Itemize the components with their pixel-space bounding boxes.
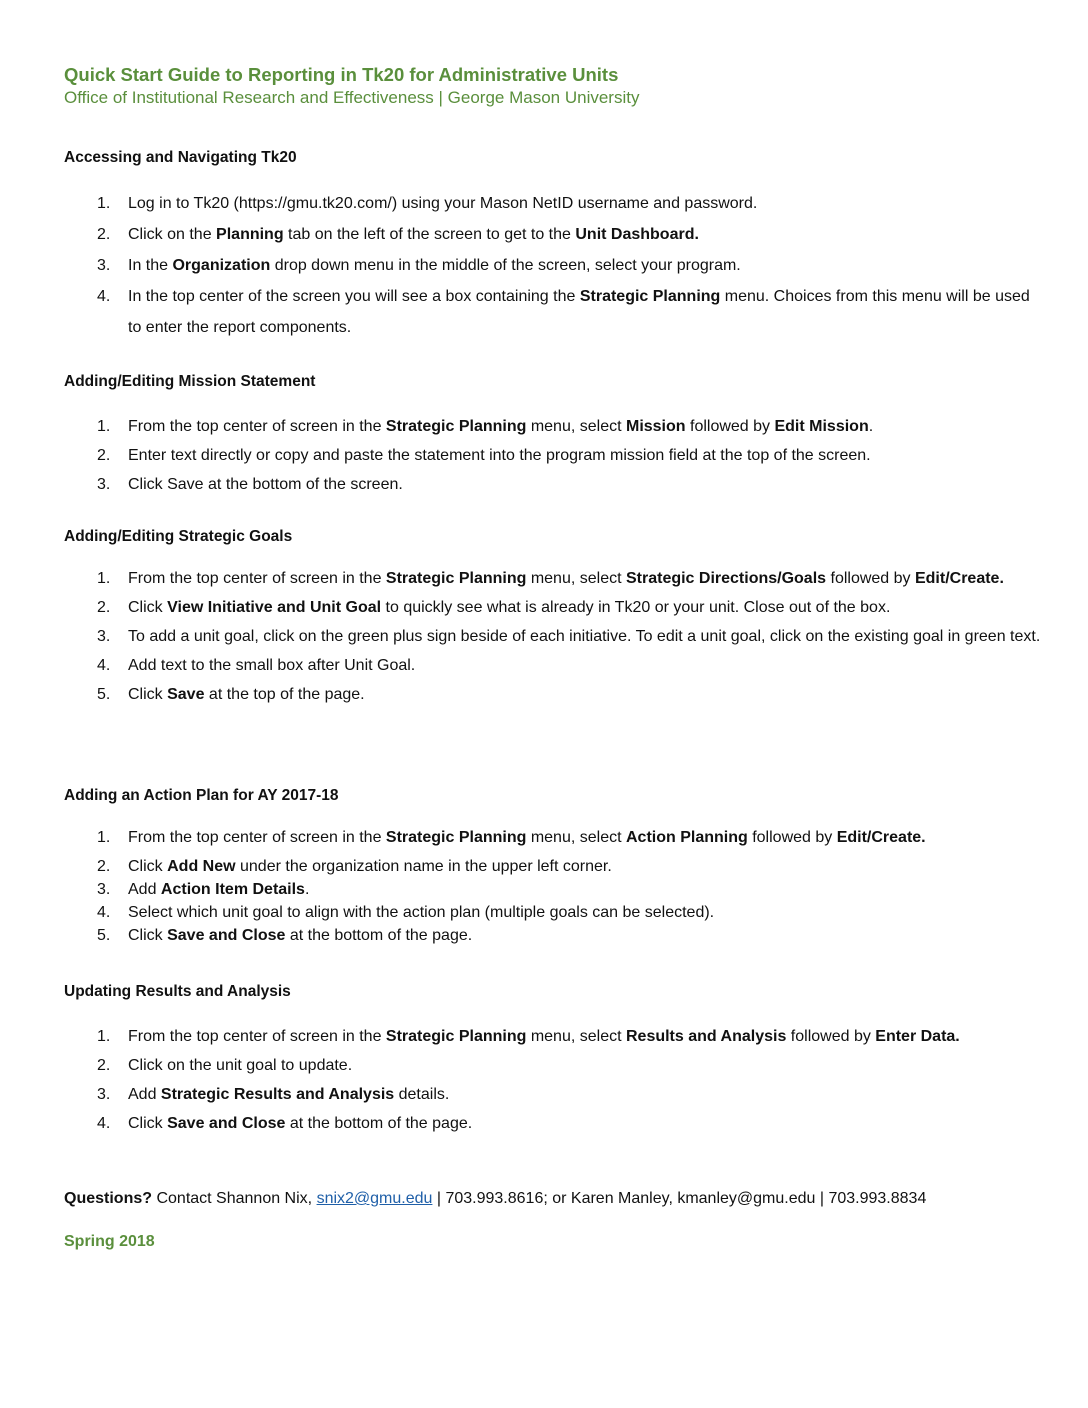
step-text-run: Click <box>128 927 168 944</box>
step-text-run: In the top center of the screen you will see a box containing the <box>128 288 580 305</box>
step-text <box>128 599 890 616</box>
step-text <box>128 257 741 274</box>
list-item <box>64 281 1044 343</box>
step-text-bold: Save <box>167 686 205 703</box>
step-text-run: at the bottom of the page. <box>285 927 473 944</box>
step-text-bold: Enter Data. <box>875 1028 960 1045</box>
list-item <box>64 250 1044 281</box>
step-text-run: Enter text directly or copy and paste the statement into the program mission field at the top of the screen. <box>128 447 871 464</box>
list-item <box>64 567 1044 590</box>
step-text <box>128 418 873 435</box>
step-text <box>128 927 472 944</box>
step-text-run: . <box>304 881 310 898</box>
list-item <box>64 188 1044 219</box>
step-number: 2. <box>97 1057 111 1074</box>
section-heading: Adding/Editing Mission Statement <box>64 373 316 390</box>
step-text-run: drop down menu in the middle of the screen, select your program. <box>270 257 741 274</box>
step-text <box>128 1057 352 1074</box>
list-item <box>64 878 1044 901</box>
step-list <box>64 412 1044 499</box>
step-text-bold: Add New <box>167 858 236 875</box>
step-text-bold: Action Planning <box>625 829 748 846</box>
step-number: 2. <box>97 226 111 243</box>
step-text-run: to quickly see what is already in Tk20 or your unit. Close out of the box. <box>381 599 891 616</box>
step-list <box>64 1022 1044 1138</box>
step-text <box>128 657 415 674</box>
step-text-bold: Strategic Planning <box>385 1028 527 1045</box>
step-text-run: Click <box>128 599 168 616</box>
step-text-run: followed by <box>685 418 775 435</box>
step-text-bold: Save and Close <box>167 1115 286 1132</box>
step-number: 5. <box>97 686 111 703</box>
step-text-run: From the top center of screen in the <box>128 829 386 846</box>
step-text-run: Select which unit goal to align with the action plan (multiple goals can be selected). <box>128 904 715 921</box>
step-text-run: menu, select <box>526 1028 626 1045</box>
contact-suffix: | 703.993.8616; or Karen Manley, kmanley@gmu.edu | 703.993.8834 <box>432 1190 927 1207</box>
step-text-bold: Results and Analysis <box>625 1028 787 1045</box>
step-text <box>128 858 612 875</box>
step-text-run: menu, select <box>526 829 626 846</box>
list-item <box>64 826 1044 849</box>
step-number: 3. <box>97 476 111 493</box>
step-text-run: Log in to Tk20 (https://gmu.tk20.com/) using your Mason NetID username and password. <box>128 195 758 212</box>
list-item <box>64 625 1044 648</box>
step-text <box>128 476 403 493</box>
step-text-run: under the organization name in the upper left corner. <box>235 858 612 875</box>
step-text-run: From the top center of screen in the <box>128 1028 386 1045</box>
list-item <box>64 470 1044 499</box>
step-text-run: . <box>868 418 874 435</box>
step-text-run: Click <box>128 686 168 703</box>
step-text <box>128 1115 472 1132</box>
step-text <box>128 829 926 846</box>
step-text-bold: Strategic Directions/Goals <box>625 570 827 587</box>
section-results-analysis <box>64 982 1044 1138</box>
section-strategic-goals <box>64 527 1044 712</box>
step-number: 1. <box>97 195 111 212</box>
step-text-run: In the <box>128 257 173 274</box>
step-number: 1. <box>97 570 111 587</box>
step-text <box>128 447 871 464</box>
step-text-bold: Edit/Create. <box>836 829 926 846</box>
step-text <box>128 904 714 921</box>
list-item <box>64 924 1044 947</box>
step-text-bold: Save and Close <box>167 927 286 944</box>
list-item <box>64 596 1044 619</box>
step-text-run: Click <box>128 858 168 875</box>
step-text-bold: Planning <box>216 226 284 243</box>
step-text <box>128 570 1004 587</box>
step-list <box>64 188 1044 343</box>
step-list <box>64 826 1044 947</box>
step-text <box>128 628 1040 645</box>
step-text <box>128 1028 960 1045</box>
step-text-run: menu, select <box>526 418 626 435</box>
step-text-bold: Action Item Details <box>160 881 305 898</box>
questions-contact <box>64 1190 926 1208</box>
step-text-bold: Edit/Create. <box>914 570 1004 587</box>
step-text-run: menu. Choices from this menu will be used to enter the report components. <box>128 288 1030 336</box>
document-subtitle: Office of Institutional Research and Effectiveness | George Mason University <box>64 88 640 107</box>
document-title: Quick Start Guide to Reporting in Tk20 for Administrative Units <box>64 64 619 85</box>
step-text-run: Click <box>128 1115 168 1132</box>
step-text-bold: Mission <box>625 418 686 435</box>
step-text-run: tab on the left of the screen to get to the <box>283 226 576 243</box>
list-item <box>64 1022 1044 1051</box>
step-text-run: followed by <box>826 570 915 587</box>
step-text-bold: Edit Mission <box>774 418 869 435</box>
step-text <box>128 288 1030 336</box>
list-item <box>64 219 1044 250</box>
step-text-run: From the top center of screen in the <box>128 418 386 435</box>
step-text-bold: Organization <box>172 257 271 274</box>
list-item <box>64 1080 1044 1109</box>
section-action-plan <box>64 786 1044 947</box>
step-number: 1. <box>97 829 111 846</box>
step-number: 2. <box>97 447 111 464</box>
step-text-bold: Strategic Planning <box>385 418 527 435</box>
step-text-bold: Strategic Results and Analysis <box>160 1086 395 1103</box>
list-item <box>64 441 1044 470</box>
step-number: 4. <box>97 288 111 305</box>
step-text-run: at the top of the page. <box>204 686 365 703</box>
list-item <box>64 855 1044 878</box>
step-text-run: at the bottom of the page. <box>285 1115 473 1132</box>
step-text <box>128 226 699 243</box>
step-text-run: Click on the <box>128 226 217 243</box>
email-link[interactable]: snix2@gmu.edu <box>316 1190 433 1207</box>
step-number: 2. <box>97 599 111 616</box>
step-text-bold: Strategic Planning <box>579 288 721 305</box>
list-item <box>64 412 1044 441</box>
step-number: 3. <box>97 1086 111 1103</box>
step-list <box>64 567 1044 706</box>
step-number: 5. <box>97 927 111 944</box>
step-text-run: From the top center of screen in the <box>128 570 386 587</box>
step-number: 4. <box>97 1115 111 1132</box>
step-text <box>128 195 757 212</box>
step-text-bold: Strategic Planning <box>385 829 527 846</box>
section-heading: Updating Results and Analysis <box>64 983 291 1000</box>
step-number: 1. <box>97 1028 111 1045</box>
list-item <box>64 1051 1044 1080</box>
section-heading: Adding an Action Plan for AY 2017-18 <box>64 787 339 804</box>
step-text-run: Add <box>128 1086 161 1103</box>
section-accessing-navigating <box>64 148 1044 343</box>
step-text-run: menu, select <box>526 570 626 587</box>
section-mission-statement <box>64 372 1044 499</box>
step-number: 3. <box>97 881 111 898</box>
list-item <box>64 683 1044 706</box>
list-item <box>64 654 1044 677</box>
step-text-run: Add <box>128 881 161 898</box>
list-item <box>64 901 1044 924</box>
step-number: 4. <box>97 657 111 674</box>
step-number: 2. <box>97 858 111 875</box>
section-heading: Accessing and Navigating Tk20 <box>64 149 297 166</box>
footer-date: Spring 2018 <box>64 1233 155 1250</box>
step-number: 4. <box>97 904 111 921</box>
step-text <box>128 686 365 703</box>
step-text-run: details. <box>394 1086 450 1103</box>
step-number: 3. <box>97 628 111 645</box>
list-item <box>64 1109 1044 1138</box>
step-text-bold: Unit Dashboard. <box>575 226 699 243</box>
step-text-run: Add text to the small box after Unit Goal. <box>128 657 416 674</box>
step-text-run: followed by <box>786 1028 876 1045</box>
step-text-run: Click on the unit goal to update. <box>128 1057 353 1074</box>
step-number: 3. <box>97 257 111 274</box>
step-text-run: Click Save at the bottom of the screen. <box>128 476 403 493</box>
step-number: 1. <box>97 418 111 435</box>
contact-prefix: Contact Shannon Nix, <box>152 1190 317 1207</box>
step-text-run: To add a unit goal, click on the green plus sign beside of each initiative. To edit a unit goal, click on the existing goal in green text. <box>128 628 1041 645</box>
step-text-bold: Strategic Planning <box>385 570 527 587</box>
questions-label: Questions? <box>64 1190 153 1207</box>
section-heading: Adding/Editing Strategic Goals <box>64 528 293 545</box>
step-text <box>128 1086 449 1103</box>
step-text-run: followed by <box>747 829 837 846</box>
step-text <box>128 881 309 898</box>
step-text-bold: View Initiative and Unit Goal <box>167 599 382 616</box>
